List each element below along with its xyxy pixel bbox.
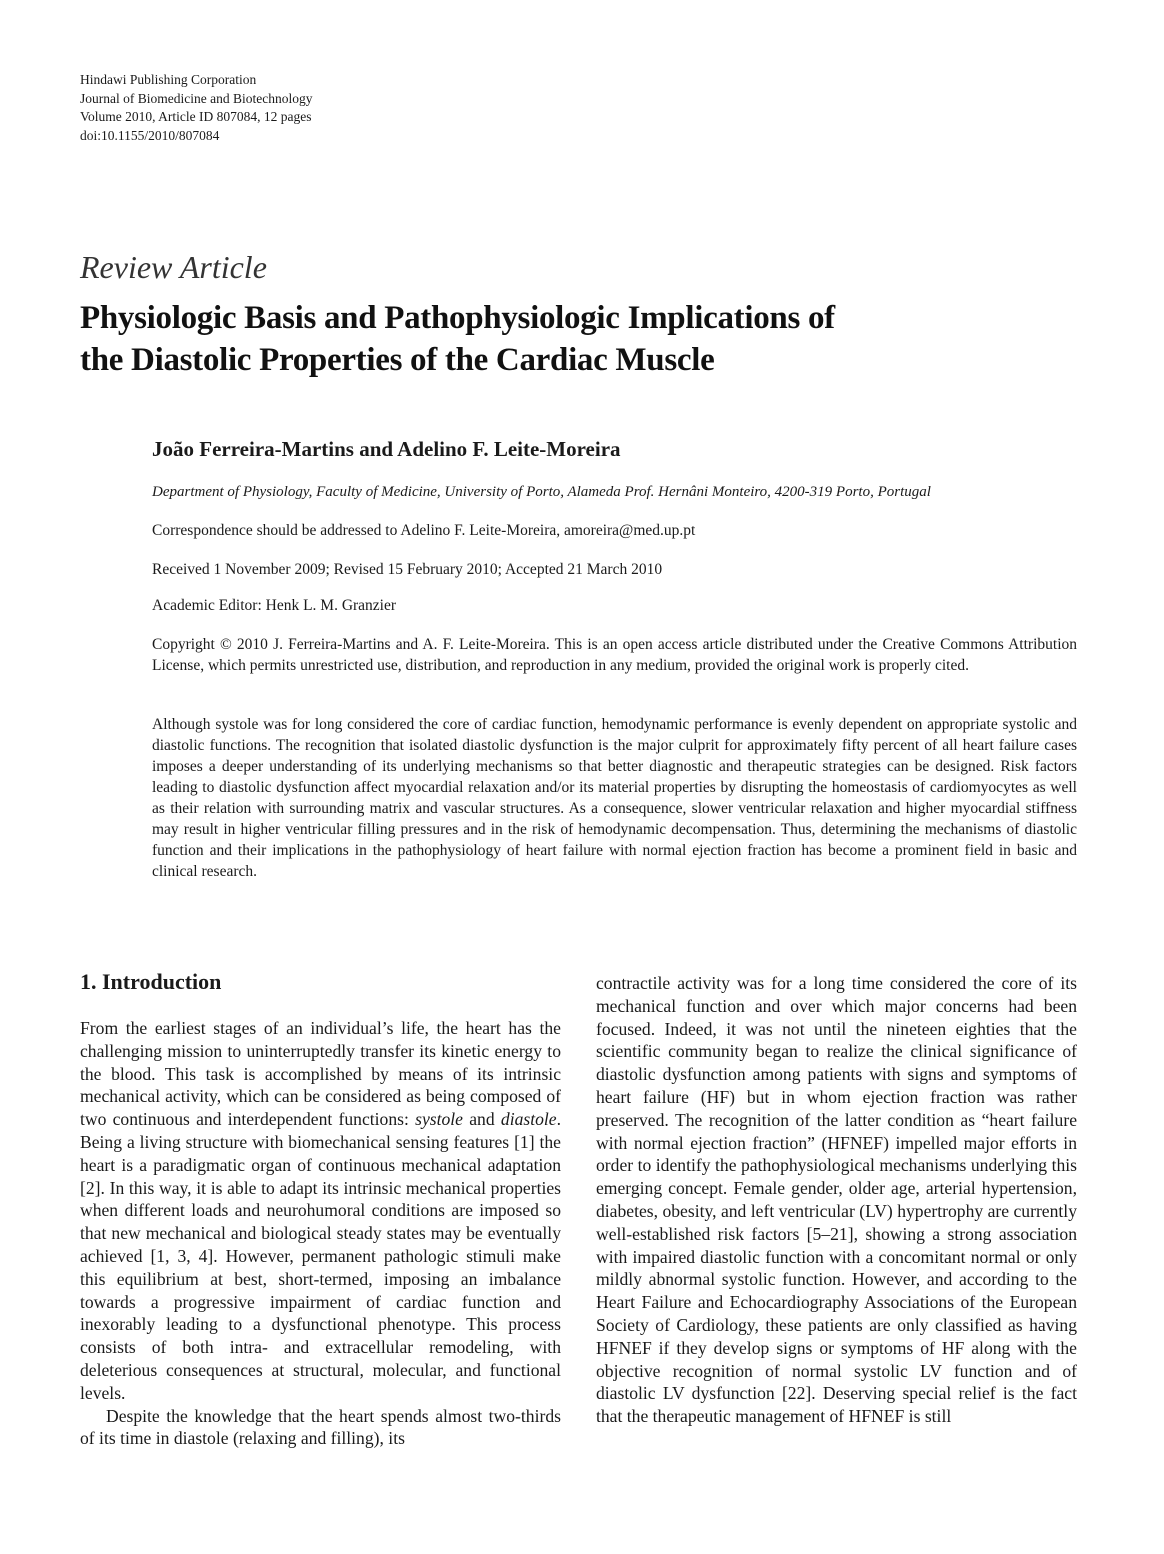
left-column bbox=[80, 1017, 561, 1450]
intro-paragraph-1-end: . Being a living structure with biomechanical sensing features [1] the heart is a paradigmatic organ of continuous mechanical adaptation [2]. In this way, it is able to adapt its intrinsic mechanical properties when different loads and neurohumoral conditions are imposed so that new mechanical and biological steady states may be eventually achieved [1, 3, 4]. However, permanent pathologic stimuli make this equilibrium at best, short-termed, imposing an imbalance towards a progressive impairment of cardiac function and inexorably leading to a dysfunctional phenotype. This process consists of both intra- and extracellular remodeling, with deleterious consequences at structural, molecular, and functional levels. bbox=[80, 1109, 562, 1403]
term-diastole: diastole bbox=[500, 1109, 557, 1130]
article-type: Review Article bbox=[80, 249, 267, 285]
title-line-2: the Diastolic Properties of the Cardiac Muscle bbox=[80, 342, 715, 378]
publisher-name: Hindawi Publishing Corporation bbox=[80, 72, 257, 87]
section-heading-introduction: 1. Introduction bbox=[80, 969, 222, 994]
abstract: Although systole was for long considered the core of cardiac function, hemodynamic performance is evenly dependent on appropriate systolic and diastolic functions. The recognition that isolated diastolic dysfunction is the major culprit for approximately fifty percent of all heart failure cases imposes a deeper understanding of its underlying mechanisms so that better diagnostic and therapeutic strategies can be designed. Risk factors leading to diastolic dysfunction affect myocardial relaxation and/or its material properties by disrupting the homeostasis of cardiomyocytes as well as their relation with surrounding matrix and vascular structures. As a consequence, slower ventricular relaxation and higher myocardial stiffness may result in higher ventricular filling pressures and in the risk of hemodynamic decompensation. Thus, determining the mechanisms of diastolic function and their implications in the pathophysiology of heart failure with normal ejection fraction has become a prominent field in basic and clinical research. bbox=[152, 716, 1077, 880]
title-line-1: Physiologic Basis and Pathophysiologic Implications of bbox=[80, 300, 835, 336]
correspondence: Correspondence should be addressed to Adelino F. Leite-Moreira, amoreira@med.up.pt bbox=[152, 522, 696, 539]
doi[interactable]: doi:10.1155/2010/807084 bbox=[80, 127, 220, 143]
academic-editor: Academic Editor: Henk L. M. Granzier bbox=[152, 597, 397, 614]
affiliation: Department of Physiology, Faculty of Medicine, University of Porto, Alameda Prof. Hernâni Monteiro, 4200-319 Porto, Portugal bbox=[152, 484, 931, 500]
authors: João Ferreira-Martins and Adelino F. Leite-Moreira bbox=[152, 437, 621, 461]
right-column bbox=[596, 972, 1077, 1428]
copyright-notice: Copyright © 2010 J. Ferreira-Martins and A. F. Leite-Moreira. This is an open access article distributed under the Creative Commons Attribution License, which permits unrestricted use, distribution, and reproduction in any medium, provided the original work is properly cited. bbox=[152, 636, 1077, 674]
intro-paragraph-1-start: From the earliest stages of an individual’s life, the heart has the challenging mission to uninterruptedly transfer its kinetic energy to the blood. This task is accomplished by means of its intrinsic mechanical activity, which can be considered as being composed of two continuous and interdependent functions: bbox=[80, 1018, 561, 1130]
publication-dates: Received 1 November 2009; Revised 15 February 2010; Accepted 21 March 2010 bbox=[152, 561, 663, 578]
conjunction: and bbox=[463, 1109, 501, 1130]
journal-header bbox=[80, 71, 312, 145]
intro-paragraph-2-continued: contractile activity was for a long time considered the core of its mechanical function and over which major concerns had been focused. Indeed, it was not until the nineteen eighties that the scientific community began to realize the clinical significance of diastolic dysfunction among patients with signs and symptoms of heart failure (HF) but in whom ejection fraction was rather preserved. The recognition of the latter condition as “heart failure with normal ejection fraction” (HFNEF) impelled major efforts in order to identify the pathophysiological mechanisms underlying this emerging concept. Female gender, older age, arterial hypertension, diabetes, obesity, and left ventricular (LV) hypertrophy are currently well-established risk factors [5–21], showing a strong association with impaired diastolic function with a concomitant normal or only mildly abnormal systolic function. However, and according to the Heart Failure and Echocardiography Associations of the European Society of Cardiology, these patients are only classified as having HFNEF if they develop signs or symptoms of HF along with the objective recognition of normal systolic LV function and of diastolic LV dysfunction [22]. Deserving special relief is the fact that the therapeutic management of HFNEF is still bbox=[596, 973, 1077, 1427]
intro-paragraph-2-start: Despite the knowledge that the heart spends almost two-thirds of its time in diastole (relaxing and filling), its bbox=[80, 1405, 561, 1449]
term-systole: systole bbox=[415, 1109, 463, 1130]
journal-name: Journal of Biomedicine and Biotechnology bbox=[80, 90, 313, 106]
intro-paragraph-1 bbox=[80, 1017, 561, 1405]
article-title bbox=[80, 297, 835, 381]
volume-info: Volume 2010, Article ID 807084, 12 pages bbox=[80, 109, 312, 124]
